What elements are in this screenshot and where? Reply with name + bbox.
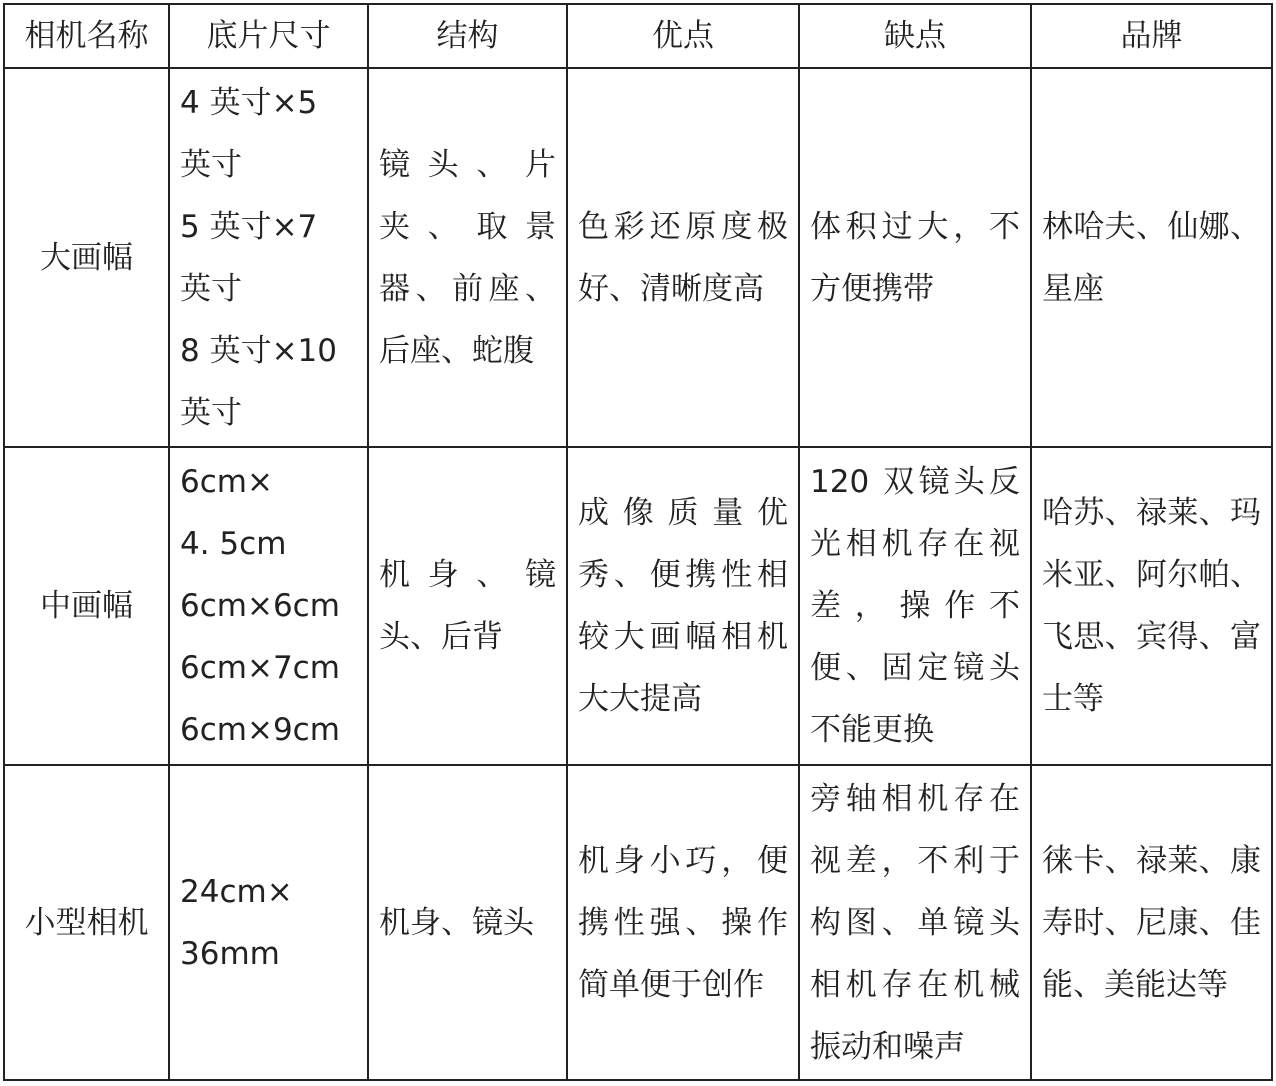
structure-cell: 镜头、片夹、取景器、前座、后座、蛇腹 <box>368 68 567 447</box>
header-brands: 品牌 <box>1031 4 1272 68</box>
film-size-line: 4. 5cm <box>180 526 287 562</box>
header-camera-name: 相机名称 <box>4 4 169 68</box>
table-header-row <box>4 4 1272 68</box>
film-size-line: 英寸 <box>180 146 242 183</box>
film-size-line: 36mm <box>180 935 280 972</box>
film-size-line: 6cm×6cm <box>180 588 340 624</box>
camera-comparison-table <box>3 3 1273 1081</box>
advantages-cell: 色彩还原度极好、清晰度高 <box>567 68 799 447</box>
structure-cell: 机身、镜头、后背 <box>368 447 567 765</box>
advantages-cell: 成像质量优秀、便携性相较大画幅相机大大提高 <box>567 447 799 765</box>
brands-cell: 林哈夫、仙娜、星座 <box>1031 68 1272 447</box>
film-size-line: 24cm× <box>180 873 293 910</box>
film-size-line: 8 英寸×10 <box>180 332 337 369</box>
brands-cell: 徕卡、禄莱、康寿时、尼康、佳能、美能达等 <box>1031 765 1272 1080</box>
film-size-cell <box>169 447 368 765</box>
film-size-line: 6cm× <box>180 464 273 500</box>
film-size-line: 6cm×9cm <box>180 712 340 748</box>
film-size-line: 4 英寸×5 <box>180 84 318 121</box>
film-size-line: 6cm×7cm <box>180 650 340 686</box>
brands-cell: 哈苏、禄莱、玛米亚、阿尔帕、飞思、宾得、富士等 <box>1031 447 1272 765</box>
table-row <box>4 68 1272 447</box>
camera-name-cell: 大画幅 <box>4 68 169 447</box>
disadvantages-cell: 120 双镜头反光相机存在视差，操作不便、固定镜头不能更换 <box>799 447 1031 765</box>
film-size-cell <box>169 765 368 1080</box>
advantages-cell: 机身小巧，便携性强、操作简单便于创作 <box>567 765 799 1080</box>
table-row <box>4 765 1272 1080</box>
disadvantages-cell: 旁轴相机存在视差，不利于构图、单镜头相机存在机械振动和噪声 <box>799 765 1031 1080</box>
camera-name-cell: 中画幅 <box>4 447 169 765</box>
header-film-size: 底片尺寸 <box>169 4 368 68</box>
header-structure: 结构 <box>368 4 567 68</box>
table-row <box>4 447 1272 765</box>
header-advantages: 优点 <box>567 4 799 68</box>
disadvantages-cell: 体积过大，不方便携带 <box>799 68 1031 447</box>
film-size-cell <box>169 68 368 447</box>
film-size-line: 5 英寸×7 <box>180 208 318 245</box>
header-disadvantages: 缺点 <box>799 4 1031 68</box>
camera-name-cell: 小型相机 <box>4 765 169 1080</box>
film-size-line: 英寸 <box>180 270 242 307</box>
structure-cell: 机身、镜头 <box>368 765 567 1080</box>
film-size-line: 英寸 <box>180 394 242 431</box>
